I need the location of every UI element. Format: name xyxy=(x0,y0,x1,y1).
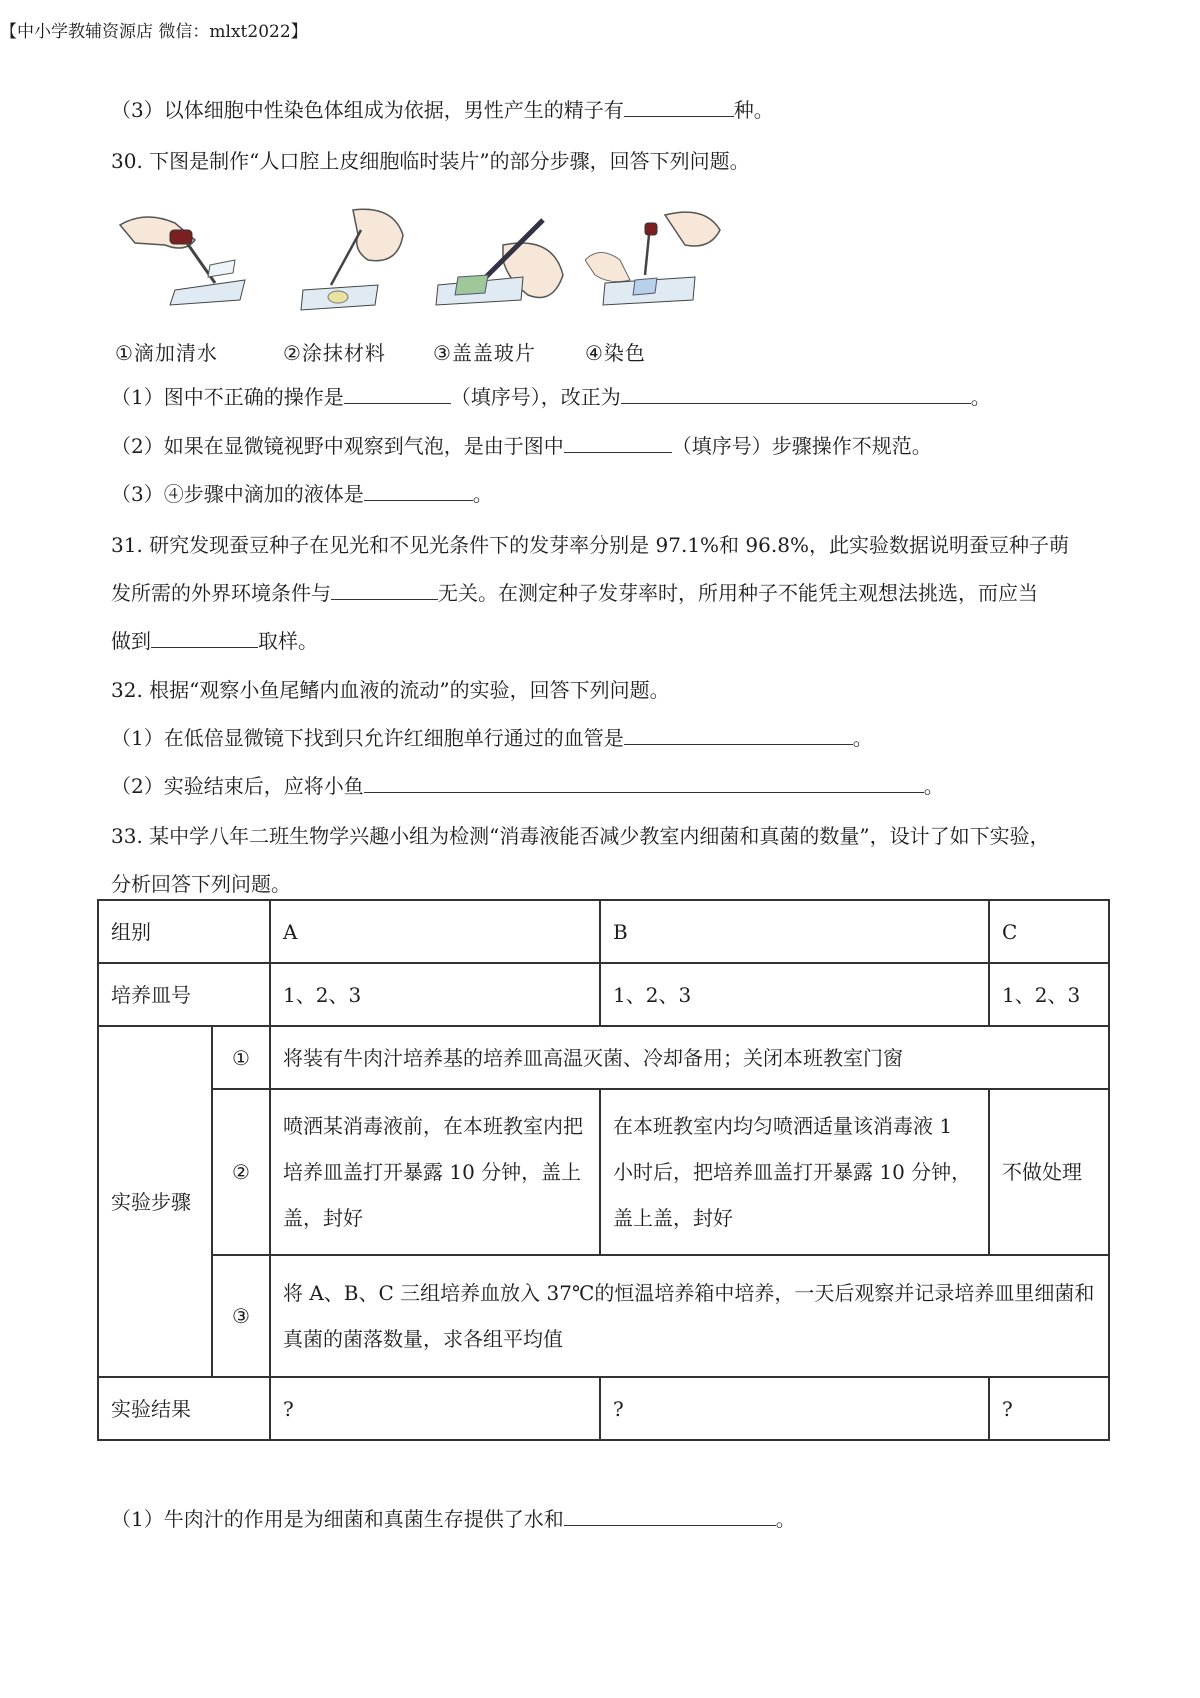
step-1-caption: ①滴加清水 xyxy=(115,341,218,365)
table-row xyxy=(98,1377,1109,1440)
q33-part1 xyxy=(111,1505,796,1533)
result-a: ? xyxy=(270,1377,600,1440)
step-2-group-c: 不做处理 xyxy=(989,1089,1109,1255)
q32-title: 32. 根据“观察小鱼尾鳍内血液的流动”的实验，回答下列问题。 xyxy=(111,678,670,702)
q33-part1-text: （1）牛肉汁的作用是为细菌和真菌生存提供了水和 xyxy=(111,1507,564,1531)
step-3-number: ③ xyxy=(212,1255,270,1377)
q31-line3 xyxy=(111,627,318,655)
q32-part1 xyxy=(111,724,873,752)
table-row xyxy=(98,900,1109,963)
dropper-hand-icon xyxy=(115,205,255,335)
step-add-water xyxy=(115,205,255,365)
step-1-text: 将装有牛肉汁培养基的培养皿高温灭菌、冷却备用；关闭本班教室门窗 xyxy=(270,1026,1109,1089)
q31-line2 xyxy=(111,579,1038,607)
q30-part1-end: 。 xyxy=(970,385,991,409)
q31-line1: 31. 研究发现蚕豆种子在见光和不见光条件下的发芽率分别是 97.1%和 96.8%，此实验数据说明蚕豆种子萌 xyxy=(111,533,1069,557)
q29-part3-text: （3）以体细胞中性染色体组成为依据，男性产生的精子有 xyxy=(111,98,624,122)
page-header: 【中小学教辅资源店 微信：mlxt2022】 xyxy=(0,22,308,42)
result-label: 实验结果 xyxy=(98,1377,270,1440)
dish-b: 1、2、3 xyxy=(600,963,989,1026)
steps-label: 实验步骤 xyxy=(98,1026,212,1377)
table-row xyxy=(98,1255,1109,1377)
answer-blank[interactable] xyxy=(621,383,971,404)
q32-part1-end: 。 xyxy=(852,726,873,750)
q31-line2-end: 无关。在测定种子发芽率时，所用种子不能凭主观想法挑选，而应当 xyxy=(438,581,1038,605)
q29-part3-suffix: 种。 xyxy=(733,98,774,122)
q30-part3 xyxy=(111,480,493,508)
table-row xyxy=(98,1026,1109,1089)
tweezers-hand-icon xyxy=(433,205,573,335)
q30-part1 xyxy=(111,383,991,411)
group-b: B xyxy=(600,900,989,963)
q32-part2 xyxy=(111,772,944,800)
group-c: C xyxy=(989,900,1109,963)
q31-line2-text: 发所需的外界环境条件与 xyxy=(111,581,331,605)
toothpick-hand-icon xyxy=(283,205,423,335)
q33-part1-end: 。 xyxy=(775,1507,796,1531)
q32-part2-end: 。 xyxy=(923,774,944,798)
q33-line2: 分析回答下列问题。 xyxy=(111,872,291,896)
q32-part1-text: （1）在低倍显微镜下找到只允许红细胞单行通过的血管是 xyxy=(111,726,624,750)
dish-a: 1、2、3 xyxy=(270,963,600,1026)
step-3-text: 将 A、B、C 三组培养血放入 37℃的恒温培养箱中培养，一天后观察并记录培养皿里细菌和真菌的菌落数量，求各组平均值 xyxy=(270,1255,1109,1377)
q33-line1: 33. 某中学八年二班生物学兴趣小组为检测“消毒液能否减少教室内细菌和真菌的数量”，设计了如下实验， xyxy=(111,824,1050,848)
dish-label: 培养皿号 xyxy=(98,963,270,1026)
q31-line3-end: 取样。 xyxy=(258,629,318,653)
q30-part2-end: （填序号）步骤操作不规范。 xyxy=(671,434,932,458)
step-2-number: ② xyxy=(212,1089,270,1255)
q30-title: 30. 下图是制作“人口腔上皮细胞临时装片”的部分步骤，回答下列问题。 xyxy=(111,149,750,173)
result-c: ? xyxy=(989,1377,1109,1440)
answer-blank[interactable] xyxy=(364,772,924,793)
slide-prep-figure xyxy=(115,205,765,365)
group-a: A xyxy=(270,900,600,963)
q30-part1-text: （1）图中不正确的操作是 xyxy=(111,385,344,409)
step-2-group-b: 在本班教室内均匀喷洒适量该消毒液 1 小时后，把培养皿盖打开暴露 10 分钟，盖上盖，封好 xyxy=(600,1089,989,1255)
table-row xyxy=(98,963,1109,1026)
result-b: ? xyxy=(600,1377,989,1440)
answer-blank[interactable] xyxy=(344,383,451,404)
q30-part1-mid: （填序号），改正为 xyxy=(450,385,621,409)
answer-blank[interactable] xyxy=(364,480,473,501)
q29-part3 xyxy=(111,96,774,124)
answer-blank[interactable] xyxy=(331,579,438,600)
step-stain xyxy=(585,205,725,365)
answer-blank[interactable] xyxy=(151,627,258,648)
q30-part3-end: 。 xyxy=(472,482,493,506)
q31-line3-text: 做到 xyxy=(111,629,151,653)
stain-dropper-icon xyxy=(585,205,745,335)
step-2-caption: ②涂抹材料 xyxy=(283,341,386,365)
answer-blank[interactable] xyxy=(624,96,734,117)
dish-c: 1、2、3 xyxy=(989,963,1109,1026)
q30-part3-text: （3）④步骤中滴加的液体是 xyxy=(111,482,364,506)
q30-part2 xyxy=(111,432,932,460)
answer-blank[interactable] xyxy=(564,1505,776,1526)
step-smear-material xyxy=(283,205,423,365)
group-label: 组别 xyxy=(98,900,270,963)
q32-part2-text: （2）实验结束后，应将小鱼 xyxy=(111,774,364,798)
step-cover-slip xyxy=(433,205,573,365)
step-2-group-a: 喷洒某消毒液前，在本班教室内把培养皿盖打开暴露 10 分钟，盖上盖，封好 xyxy=(270,1089,600,1255)
step-1-number: ① xyxy=(212,1026,270,1089)
step-4-caption: ④染色 xyxy=(585,341,646,365)
step-3-caption: ③盖盖玻片 xyxy=(433,341,536,365)
answer-blank[interactable] xyxy=(624,724,853,745)
q30-part2-text: （2）如果在显微镜视野中观察到气泡，是由于图中 xyxy=(111,434,564,458)
table-row xyxy=(98,1089,1109,1255)
answer-blank[interactable] xyxy=(564,432,672,453)
experiment-table xyxy=(97,899,1110,1441)
